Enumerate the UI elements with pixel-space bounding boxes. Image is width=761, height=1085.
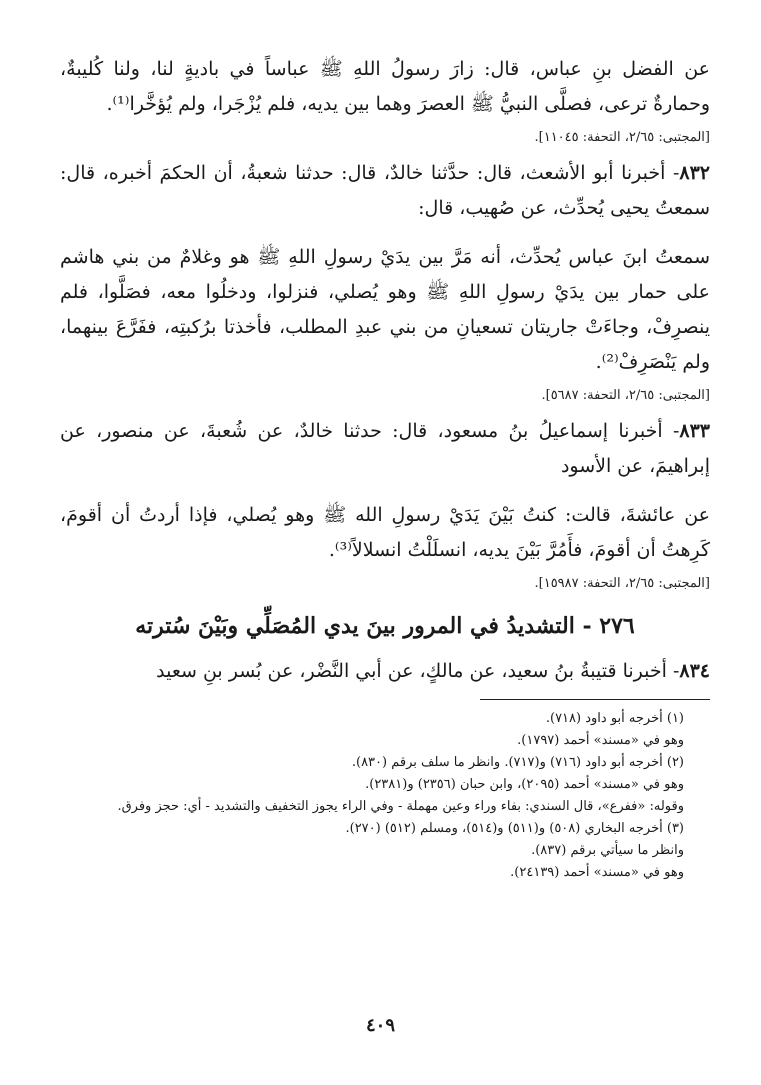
footnote-line: وهو في «مسند» أحمد (٢٠٩٥)، وابن حبان (٢٣٥٦) و(٢٣٨١). [365,777,684,792]
footnote-line: (١) أخرجه أبو داود (٧١٨). [545,711,684,726]
hadith-isnad: - أخبرنا أبو الأشعث، قال: حدَّثنا خالدٌ، قال: حدثنا شعبةُ، أن الحكمَ أخبره، قال: سمعتُ يحيى يُحدِّث، عن صُهيب، قال: [60,162,710,219]
footnote-line: وهو في «مسند» أحمد (٢٤١٣٩). [510,865,684,880]
footnote-divider [480,699,710,700]
source-citation-2: [المجتبى: ٢/٦٥، التحفة: ٥٦٨٧]. [541,388,710,403]
hadith-isnad: - أخبرنا قتيبةُ بنُ سعيد، عن مالكٍ، عن أبي النَّضْر، عن بُسر بنِ سعيد [156,660,680,682]
hadith-number: ٨٣٣ [679,420,710,442]
footnote-line: وانظر ما سيأتي برقم (٨٣٧). [531,843,684,858]
footnotes [60,708,710,884]
footnote-line: وقوله: «ففرع»، قال السندي: بفاء وراء وعين مهملة - وفي الراء يجوز التخفيف والتشديد - أي: حجز وفرق. [117,799,684,814]
hadith-833 [60,414,710,484]
hadith-number: ٨٣٤ [679,660,710,682]
hadith-isnad: - أخبرنا إسماعيلُ بنُ مسعود، قال: حدثنا خالدٌ، عن شُعبةَ، عن منصور، عن إبراهيمَ، عن الأسود [60,420,710,477]
hadith-text-3: عن عائشةَ، قالت: كنتُ بَيْنَ يَدَيْ رسولِ الله ﷺ وهو يُصلي، فإذا أردتُ أن أقومَ، كَرِهتُ أن أقومَ، فأَمُرَّ بَيْنَ يديه، انسلَلْتُ انسلالاً⁽³⁾. [60,504,710,561]
hadith-text-2: سمعتُ ابنَ عباس يُحدِّث، أنه مَرَّ بين يدَيْ رسولِ اللهِ ﷺ هو وغلامٌ من بني هاشم على حمار بين يدَيْ رسولِ اللهِ ﷺ وهو يُصلي، فنزلوا، ودخلُوا معه، فصَلَّوا، فلم ينصرِفْ، وجاءَتْ جاريتان تسعيانِ من بني عبدِ المطلب، فأخذتا برُكبتِه، ففَرَّعَ بينهما، ولم يَنْصَرِفْ⁽²⁾. [60,246,710,373]
footnote-line: (٢) أخرجه أبو داود (٧١٦) و(٧١٧). وانظر ما سلف برقم (٨٣٠). [351,755,684,770]
footnote-line: (٣) أخرجه البخاري (٥٠٨) و(٥١١) و(٥١٤)، ومسلم (٥١٢) (٢٧٠). [345,821,684,836]
page-number: ٤٠٩ [365,1015,395,1036]
chapter-heading: ٢٧٦ - التشديدُ في المرور بينَ يدي المُصَلِّي وبَيْنَ سُترته [135,613,635,639]
hadith-number: ٨٣٢ [679,162,710,184]
footnote-line: وهو في «مسند» أحمد (١٧٩٧). [517,733,684,748]
hadith-834 [60,654,710,689]
page-content [60,52,710,884]
hadith-832 [60,156,710,226]
source-citation-3: [المجتبى: ٢/٦٥، التحفة: ١٥٩٨٧]. [534,576,710,591]
hadith-text-1: عن الفضل بنِ عباس، قال: زارَ رسولُ اللهِ ﷺ عباساً في باديةٍ لنا، ولنا كُليبةٌ، وحمارةٌ ترعى، فصلَّى النبيُّ ﷺ العصرَ وهما بين يديه، فلم يُزْجَرا، ولم يُؤخَّرا⁽¹⁾. [60,58,710,115]
source-citation-1: [المجتبى: ٢/٦٥، التحفة: ١١٠٤٥]. [534,130,710,145]
